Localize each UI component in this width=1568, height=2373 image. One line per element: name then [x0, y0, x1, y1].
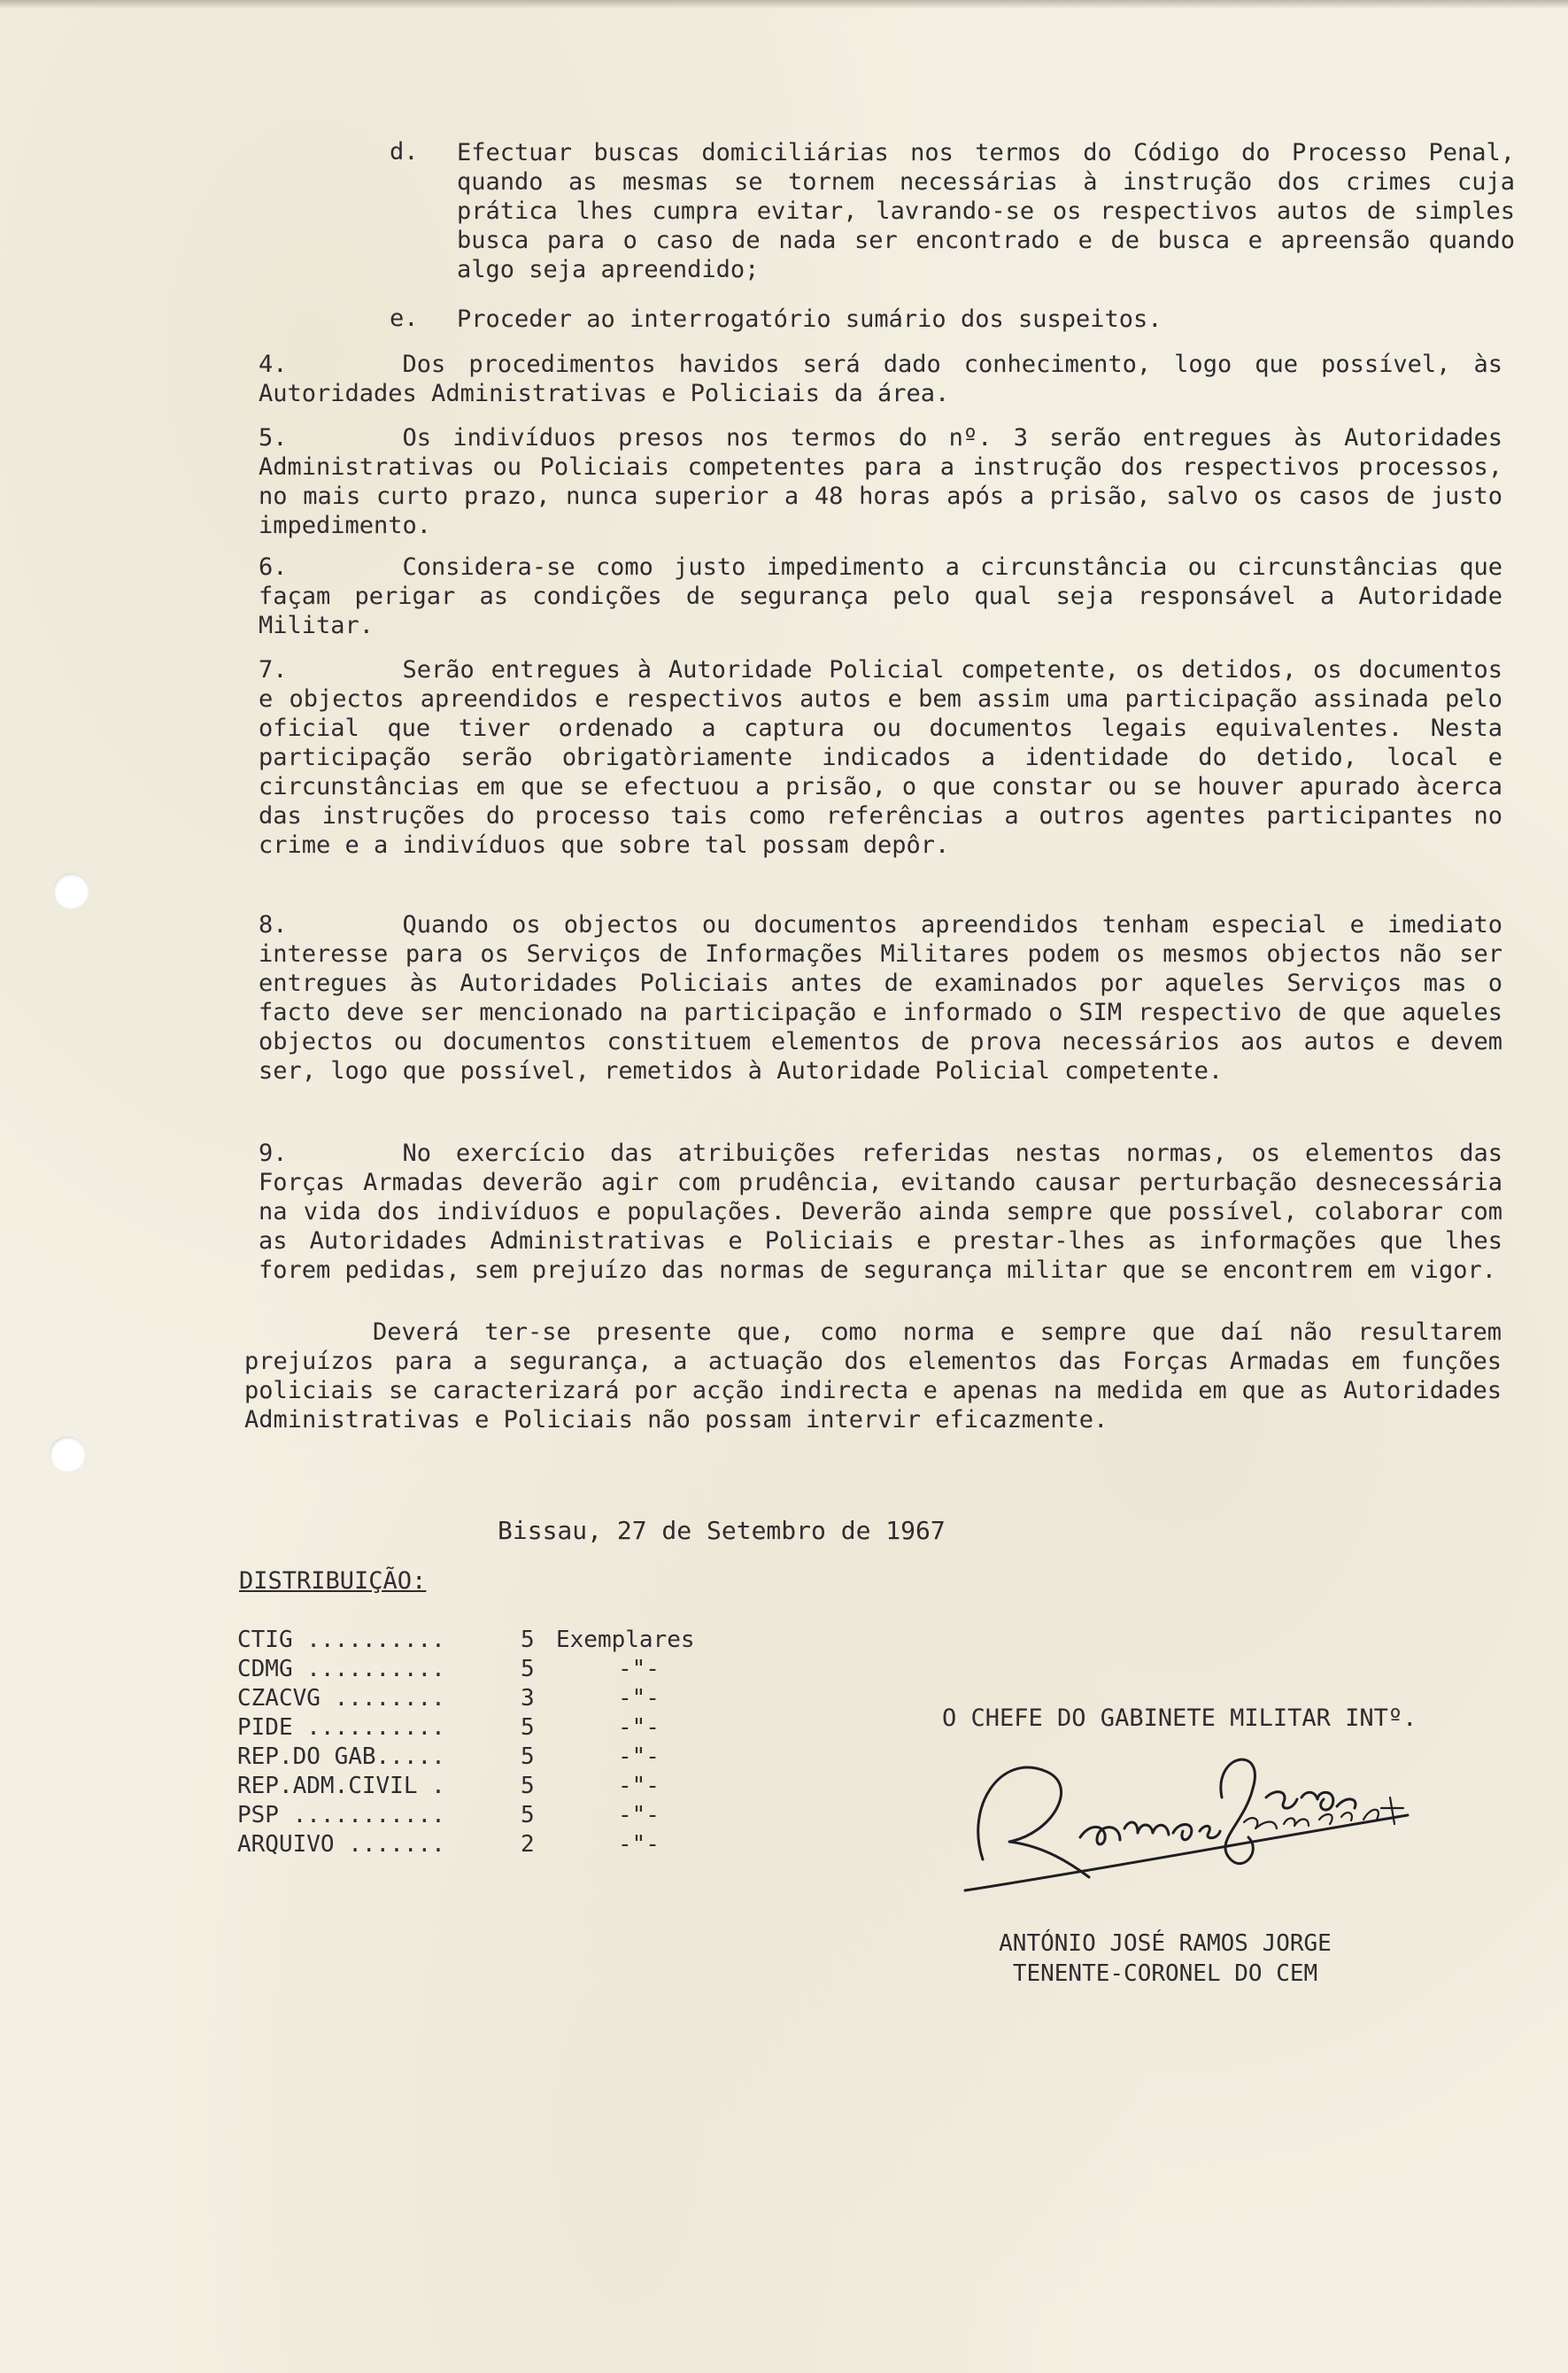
paragraph-8 — [259, 910, 1502, 1086]
punch-hole — [50, 1436, 85, 1472]
dist-note: -"- — [618, 1743, 660, 1770]
paragraph-5 — [259, 423, 1502, 540]
dist-recipient: CTIG .......... — [237, 1627, 445, 1653]
distribution-row — [237, 1801, 795, 1830]
punch-hole — [53, 873, 89, 908]
distribution-row — [237, 1743, 795, 1772]
dist-note: -"- — [618, 1831, 660, 1858]
distribution-list — [237, 1626, 795, 1859]
dist-count: 5 — [521, 1627, 535, 1653]
dist-recipient: ARQUIVO ....... — [237, 1831, 445, 1858]
dist-recipient: PIDE .......... — [237, 1714, 445, 1741]
paragraph-text: Quando os objectos ou documentos apreendidos tenham especial e imediato interesse para os Serviços de Informações Militares podem os mesmos objectos não ser entregues às Autoridades Policiais antes de examinados por aqueles Serviços mas o facto deve ser mencionado na participação e informado o SIM respectivo de que aqueles objectos ou documentos constituem elementos de prova necessários aos autos e devem ser, logo que possível, remetidos à Autoridade Policial competente. — [259, 911, 1502, 1085]
dist-recipient: PSP ........... — [237, 1802, 445, 1828]
place-date: Bissau, 27 de Setembro de 1967 — [498, 1516, 946, 1545]
dist-count: 2 — [521, 1831, 535, 1858]
paragraph-number: 5. — [259, 424, 288, 452]
item-text-d: Efectuar buscas domiciliárias nos termos do Código do Processo Penal, quando as mesmas se tornem necessárias à instrução dos crimes cuja prática lhes cumpra evitar, lavrando-se os respectivos autos de simples busca para o caso de nada ser encontrado e de busca e apreensão quando algo seja apreendido; — [457, 139, 1515, 283]
dist-note: -"- — [618, 1773, 660, 1799]
paragraph-4 — [259, 350, 1502, 408]
item-letter-e: e. — [390, 305, 419, 332]
paragraph-number: 6. — [259, 553, 288, 581]
dist-recipient: REP.DO GAB..... — [237, 1743, 445, 1770]
signatory-name-block — [970, 1929, 1360, 1989]
paragraph-6 — [259, 553, 1502, 640]
dist-recipient: CDMG .......... — [237, 1656, 445, 1682]
paragraph-7 — [259, 655, 1502, 860]
dist-note: Exemplares — [556, 1627, 695, 1653]
item-text-e: Proceder ao interrogatório sumário dos suspeitos. — [457, 305, 1162, 333]
dist-note: -"- — [618, 1685, 660, 1712]
paragraph-text: Dos procedimentos havidos será dado conhecimento, logo que possível, às Autoridades Administrativas e Policiais da área. — [259, 351, 1502, 407]
dist-count: 5 — [521, 1773, 535, 1799]
dist-count: 5 — [521, 1714, 535, 1741]
distribution-row — [237, 1684, 795, 1713]
dist-count: 5 — [521, 1802, 535, 1828]
signature-text — [974, 1762, 986, 1763]
distribution-row — [237, 1713, 795, 1743]
item-letter-d: d. — [390, 138, 419, 166]
dist-count: 3 — [521, 1685, 535, 1712]
distribution-title: DISTRIBUIÇÃO: — [239, 1567, 427, 1595]
signatory-name: ANTÓNIO JOSÉ RAMOS JORGE — [999, 1930, 1332, 1957]
paragraph-closing — [244, 1318, 1502, 1434]
distribution-row — [237, 1830, 795, 1859]
dist-note: -"- — [618, 1656, 660, 1682]
page-edge-shadow — [0, 0, 1568, 9]
signatory-rank: TENENTE-CORONEL DO CEM — [1012, 1960, 1318, 1987]
distribution-row — [237, 1655, 795, 1684]
dist-count: 5 — [521, 1743, 535, 1770]
dist-count: 5 — [521, 1656, 535, 1682]
paragraph-9 — [259, 1139, 1502, 1285]
dist-note: -"- — [618, 1714, 660, 1741]
paragraph-text: Considera-se como justo impedimento a circunstância ou circunstâncias que façam perigar as condições de segurança pelo qual seja responsável a Autoridade Militar. — [259, 553, 1502, 639]
paragraph-text: Deverá ter-se presente que, como norma e sempre que daí não resultarem prejuízos para a segurança, a actuação dos elementos das Forças Armadas em funções policiais se caracterizará por acção indirecta e apenas na medida em que as Autoridades Administrativas e Policiais não possam intervir eficazmente. — [244, 1318, 1502, 1434]
paragraph-number: 7. — [259, 656, 288, 684]
paragraph-text: Os indivíduos presos nos termos do nº. 3 serão entregues às Autoridades Administrativas ou Policiais competentes para a instrução dos respectivos processos, no mais curto prazo, nunca superior a 48 horas após a prisão, salvo os casos de justo impedimento. — [259, 424, 1502, 539]
distribution-row — [237, 1626, 795, 1655]
paragraph-text: Serão entregues à Autoridade Policial competente, os detidos, os documentos e objectos apreendidos e respectivos autos e bem assim uma participação assinada pelo oficial que tiver ordenado a captura ou documentos legais equivalentes. Nesta participação serão obrigatòriamente indicados a identidade do detido, local e circunstâncias em que se efectuou a prisão, o que constar ou se houver apurado àcerca das instruções do processo tais como referências a outros agentes participantes no crime e a indivíduos que sobre tal possam depôr. — [259, 656, 1502, 859]
paragraph-number: 4. — [259, 351, 288, 378]
signatory-title: O CHEFE DO GABINETE MILITAR INTº. — [942, 1704, 1417, 1732]
handwritten-signature — [947, 1735, 1443, 1899]
dist-note: -"- — [618, 1802, 660, 1828]
paragraph-number: 8. — [259, 911, 288, 939]
dist-recipient: CZACVG ........ — [237, 1685, 445, 1712]
distribution-row — [237, 1772, 795, 1801]
paragraph-text: No exercício das atribuições referidas nestas normas, os elementos das Forças Armadas deverão agir com prudência, evitando causar perturbação desnecessária na vida dos indivíduos e populações. Deverão ainda sempre que possível, colaborar com as Autoridades Administrativas e Policiais e prestar-lhes as informações que lhes forem pedidas, sem prejuízo das normas de segurança militar que se encontrem em vigor. — [259, 1140, 1502, 1284]
dist-recipient: REP.ADM.CIVIL . — [237, 1773, 445, 1799]
paragraph-number: 9. — [259, 1140, 288, 1167]
